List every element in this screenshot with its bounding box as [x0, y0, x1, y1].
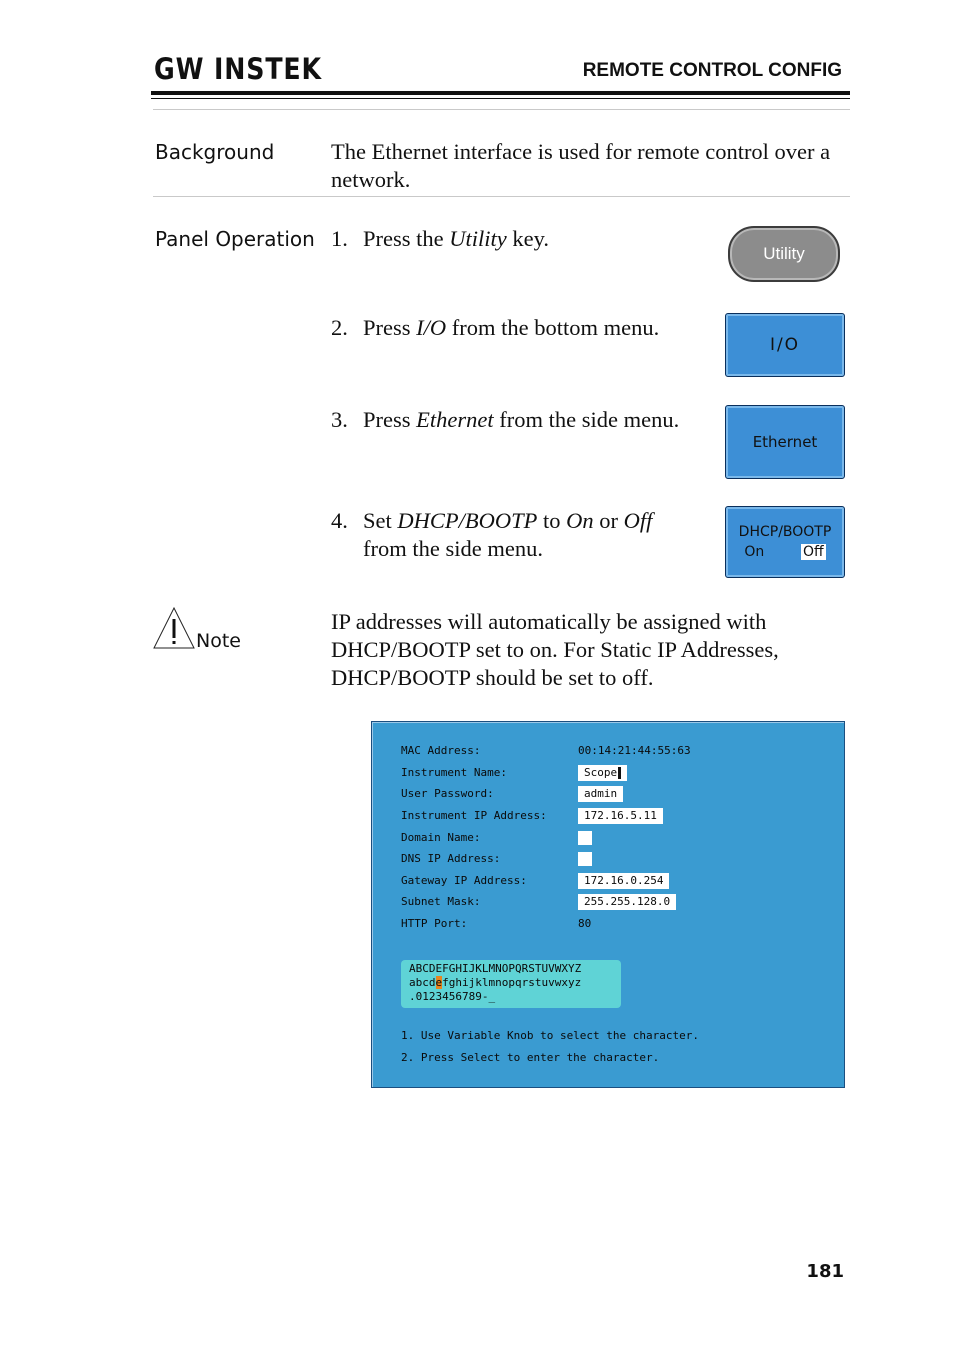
instrument-name-field[interactable]: Scope — [578, 765, 627, 781]
instrument-ip-row: Instrument IP Address: 172.16.5.11 — [401, 808, 663, 824]
note-text: IP addresses will automatically be assigned with DHCP/BOOTP set to on. For Static IP Addresses, DHCP/BOOTP should be set to off. — [331, 609, 779, 690]
instruction-1: 1. Use Variable Knob to select the character. — [401, 1029, 700, 1042]
mac-address-row: MAC Address: 00:14:21:44:55:63 — [401, 744, 691, 757]
user-password-row: User Password: admin — [401, 786, 623, 802]
header-rule — [151, 91, 850, 95]
text-cursor — [618, 767, 621, 779]
header-rule-thin — [151, 98, 850, 99]
selected-character: e — [435, 976, 443, 989]
step-2: 2. Press I/O from the bottom menu. — [331, 315, 660, 340]
gateway-ip-row: Gateway IP Address: 172.16.0.254 — [401, 873, 669, 889]
step-3: 3. Press Ethernet from the side menu. — [331, 407, 680, 432]
page-number: 181 — [806, 1261, 844, 1282]
gateway-ip-field[interactable]: 172.16.0.254 — [578, 873, 669, 889]
ethernet-menu-button[interactable]: Ethernet — [725, 405, 845, 479]
subnet-mask-row: Subnet Mask: 255.255.128.0 — [401, 894, 676, 910]
warning-icon — [154, 606, 198, 655]
dhcp-bootp-toggle[interactable]: DHCP/BOOTP On Off — [725, 506, 845, 578]
dhcp-on-option[interactable]: On — [744, 544, 765, 560]
instruction-2: 2. Press Select to enter the character. — [401, 1051, 660, 1064]
step-1: 1. Press the Utility key. — [331, 226, 550, 251]
logo-graphic — [154, 52, 324, 84]
dns-ip-row: DNS IP Address: — [401, 851, 592, 867]
subnet-mask-field[interactable]: 255.255.128.0 — [578, 894, 676, 910]
svg-text:GW INSTEK: GW INSTEK — [154, 52, 323, 86]
instrument-ip-field[interactable]: 172.16.5.11 — [578, 808, 663, 824]
panel-operation-label: Panel Operation — [155, 227, 315, 251]
user-password-field[interactable]: admin — [578, 786, 623, 802]
dhcp-off-option[interactable]: Off — [802, 544, 824, 560]
dns-ip-field[interactable] — [578, 852, 592, 866]
ethernet-config-screen — [371, 721, 845, 1088]
step-4: 4. Set DHCP/BOOTP to On or Off from the side menu. — [331, 508, 653, 561]
section-title: REMOTE CONTROL CONFIG — [582, 60, 842, 81]
utility-key[interactable]: Utility — [728, 226, 840, 282]
divider — [153, 109, 850, 110]
instrument-name-row: Instrument Name: Scope — [401, 765, 627, 781]
domain-name-row: Domain Name: — [401, 830, 592, 846]
domain-name-field[interactable] — [578, 831, 592, 845]
http-port-row: HTTP Port: 80 — [401, 917, 592, 930]
background-text: The Ethernet interface is used for remote control over a network. — [331, 139, 831, 192]
background-label: Background — [155, 140, 275, 164]
io-menu-button[interactable]: I/O — [725, 313, 845, 377]
character-selector[interactable]: ABCDEFGHIJKLMNOPQRSTUVWXYZ abcdefghijklmnopqrstuvwxyz .0123456789-_ — [401, 960, 621, 1008]
note-label: Note — [196, 630, 241, 652]
divider — [153, 196, 850, 197]
